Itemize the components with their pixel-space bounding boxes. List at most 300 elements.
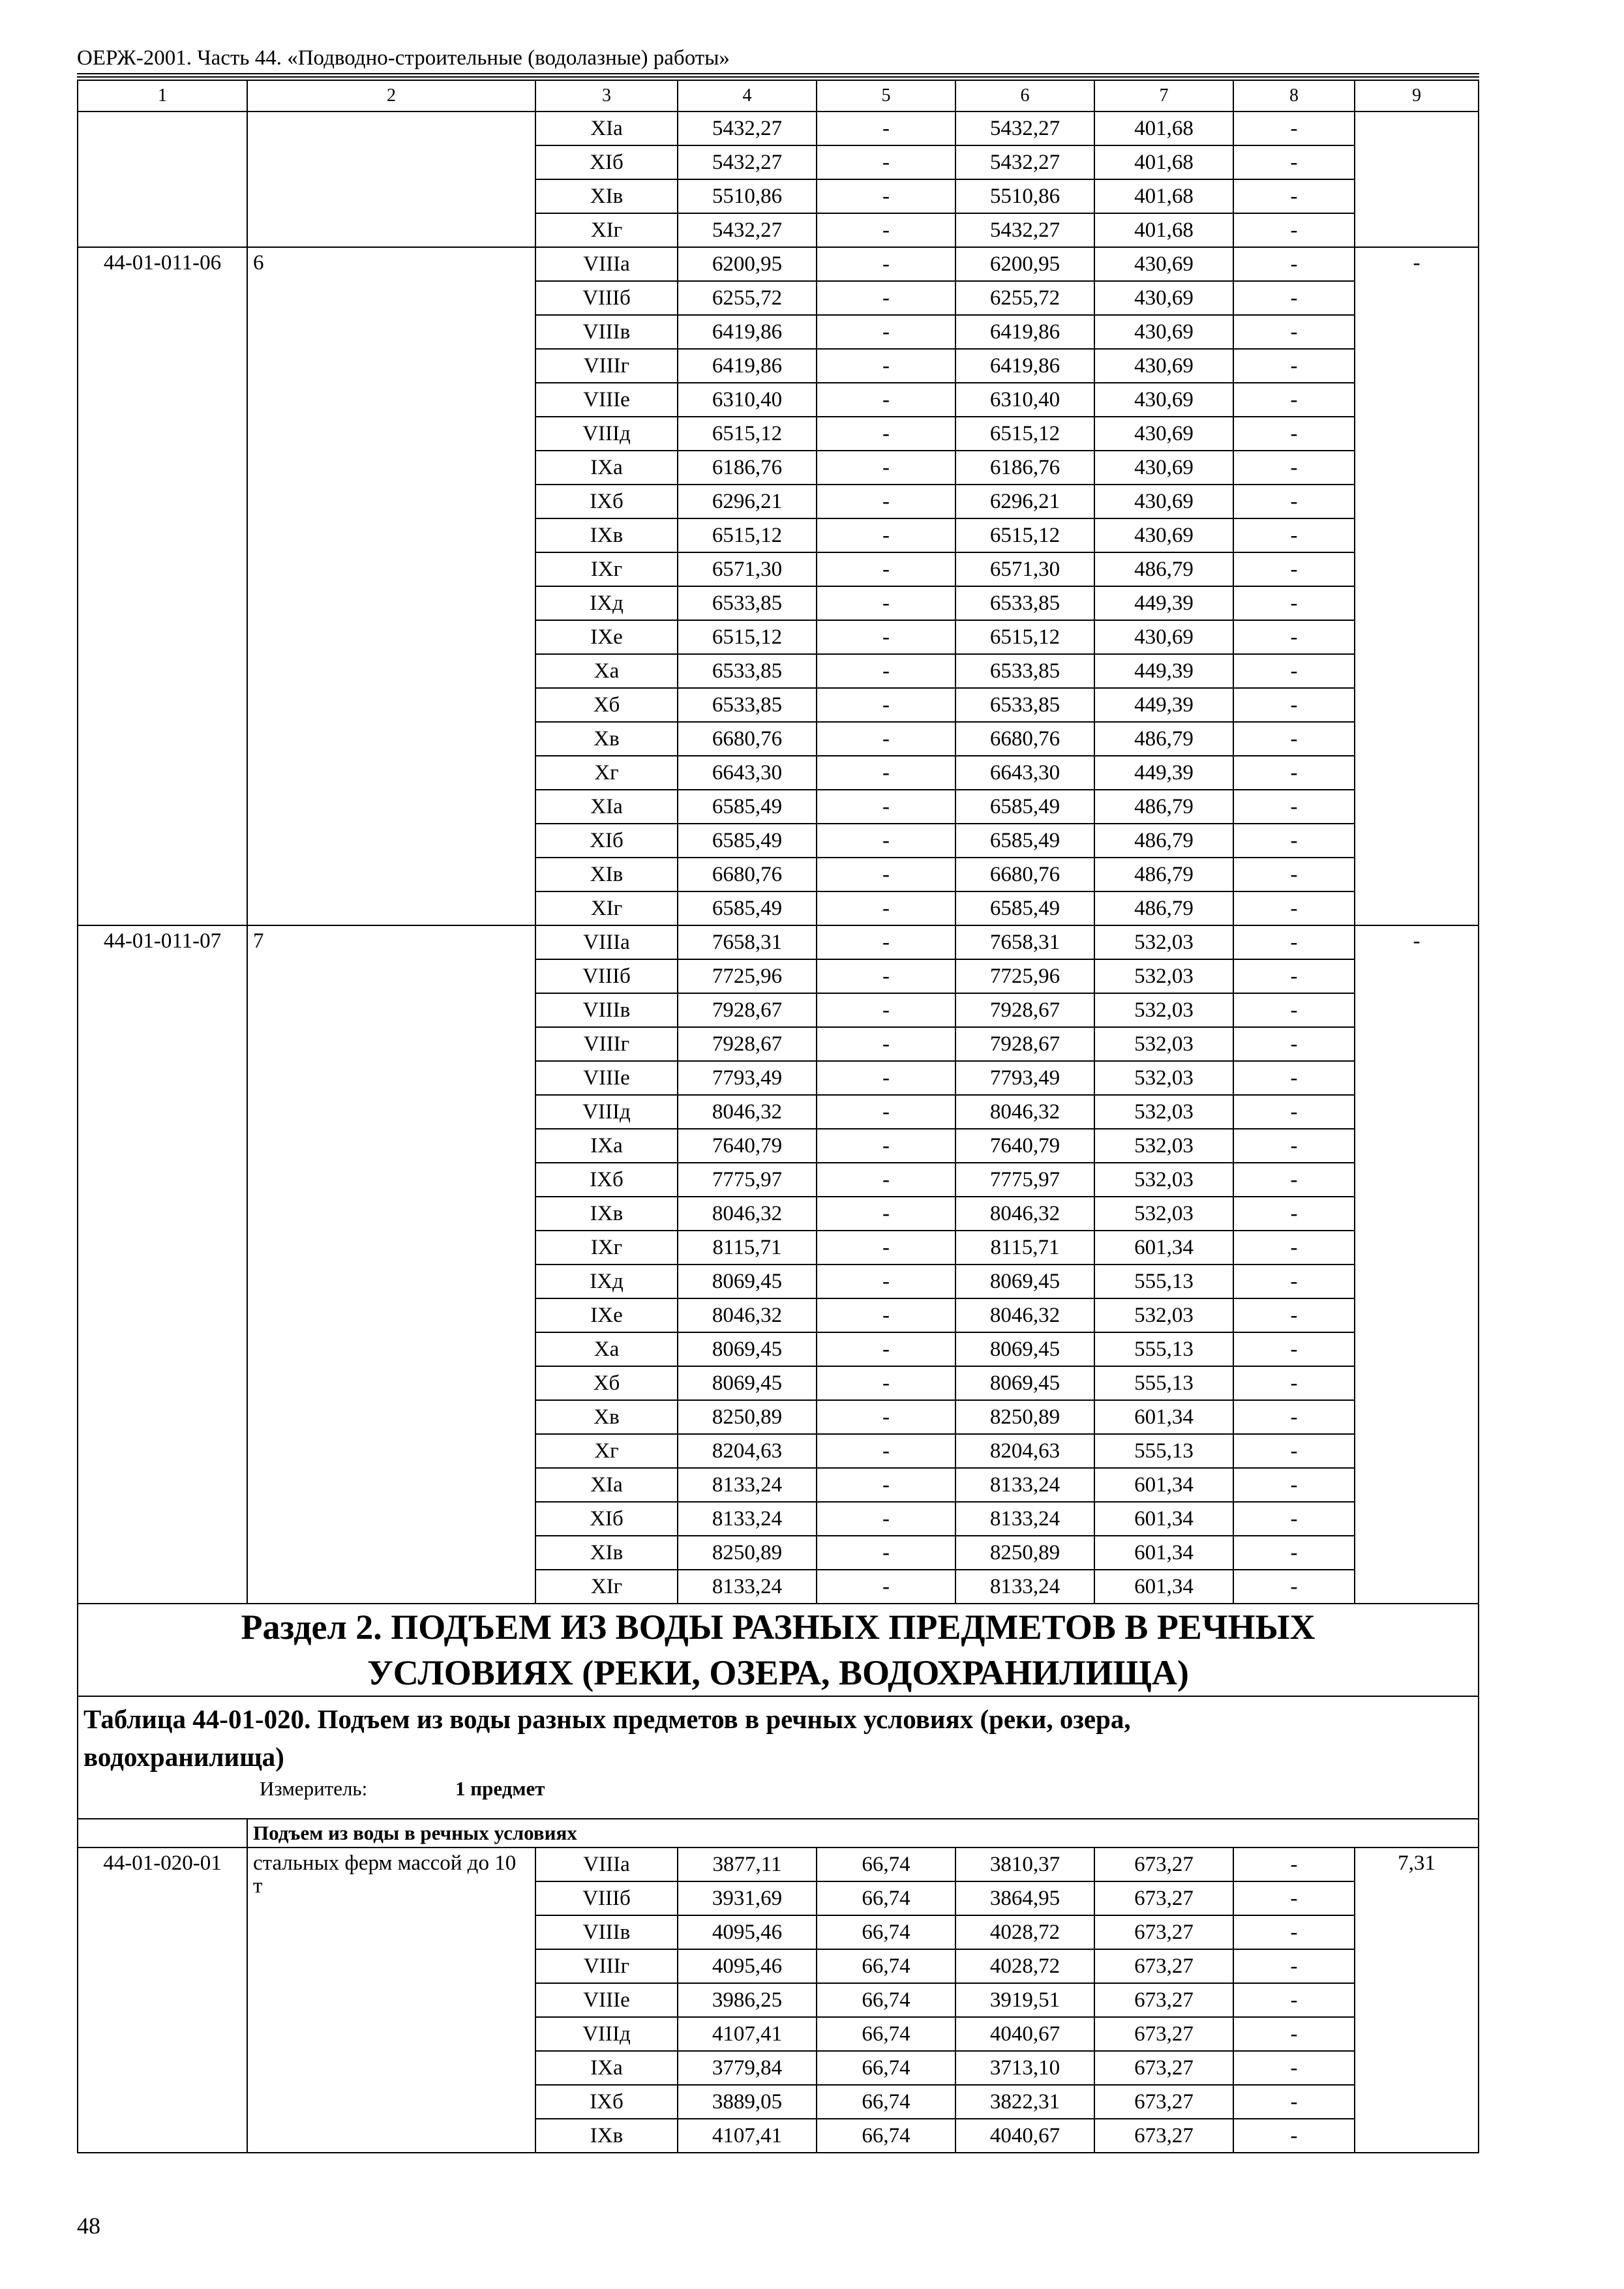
zone-code: IXг [535,1231,678,1264]
zone-code: XIг [535,213,678,247]
wages-cost: - [817,1468,955,1502]
zone-code: Xа [535,654,678,688]
rate-description [247,112,535,247]
materials-cost: - [1233,1915,1355,1949]
total-cost: 6585,49 [678,891,817,925]
zone-code: VIIIе [535,1061,678,1095]
machine-cost: 4028,72 [955,1949,1094,1983]
materials-cost: - [1233,654,1355,688]
zone-code: VIIIв [535,1915,678,1949]
wages-cost: 66,74 [817,2017,955,2051]
materials-cost: - [1233,858,1355,891]
total-cost: 3931,69 [678,1881,817,1915]
machine-cost: 8069,45 [955,1332,1094,1366]
wages-cost: - [817,1332,955,1366]
zone-code: IXа [535,1129,678,1163]
incl-machinist-wages: 673,27 [1094,1915,1233,1949]
total-cost: 8069,45 [678,1264,817,1298]
zone-code: XIв [535,858,678,891]
machine-cost: 8133,24 [955,1468,1094,1502]
machine-cost: 7793,49 [955,1061,1094,1095]
rate-code: 44-01-011-07 [78,925,247,1604]
total-cost: 4107,41 [678,2119,817,2153]
column-number: 2 [247,80,535,112]
incl-machinist-wages: 555,13 [1094,1434,1233,1468]
zone-code: IXб [535,1163,678,1197]
total-cost: 6200,95 [678,247,817,281]
zone-code: XIа [535,1468,678,1502]
wages-cost: - [817,518,955,552]
total-cost: 6515,12 [678,518,817,552]
zone-code: VIIIг [535,349,678,383]
total-cost: 7928,67 [678,993,817,1027]
total-cost: 5432,27 [678,145,817,179]
incl-machinist-wages: 430,69 [1094,451,1233,485]
incl-machinist-wages: 532,03 [1094,1095,1233,1129]
materials-cost: - [1233,1264,1355,1298]
materials-cost: - [1233,1400,1355,1434]
total-cost: 8069,45 [678,1366,817,1400]
wages-cost: - [817,993,955,1027]
incl-machinist-wages: 532,03 [1094,1027,1233,1061]
materials-cost: - [1233,552,1355,586]
incl-machinist-wages: 532,03 [1094,993,1233,1027]
zone-code: XIа [535,790,678,824]
table-title-line: водохранилища) [83,1741,284,1772]
incl-machinist-wages: 673,27 [1094,2119,1233,2153]
materials-cost: - [1233,993,1355,1027]
column-number: 1 [78,80,247,112]
incl-machinist-wages: 449,39 [1094,586,1233,620]
total-cost: 4107,41 [678,2017,817,2051]
wages-cost: - [817,1129,955,1163]
incl-machinist-wages: 673,27 [1094,1983,1233,2017]
column-number: 6 [955,80,1094,112]
materials-cost: - [1233,1468,1355,1502]
total-cost: 6419,86 [678,315,817,349]
machine-cost: 6419,86 [955,315,1094,349]
zone-code: VIIIа [535,1848,678,1881]
labor-cost: 7,31 [1355,1848,1479,2153]
wages-cost: - [817,417,955,451]
machine-cost: 6419,86 [955,349,1094,383]
wages-cost: - [817,145,955,179]
materials-cost: - [1233,1983,1355,2017]
total-cost: 3889,05 [678,2085,817,2119]
table-row [78,1848,1479,1881]
materials-cost: - [1233,1536,1355,1570]
zone-code: Xв [535,1400,678,1434]
incl-machinist-wages: 673,27 [1094,1881,1233,1915]
wages-cost: 66,74 [817,1915,955,1949]
page-number: 48 [77,2213,100,2239]
materials-cost: - [1233,518,1355,552]
total-cost: 6186,76 [678,451,817,485]
zone-code: Xб [535,1366,678,1400]
zone-code: IXд [535,586,678,620]
zone-code: VIIIд [535,2017,678,2051]
wages-cost: 66,74 [817,1848,955,1881]
wages-cost: 66,74 [817,1949,955,1983]
machine-cost: 4028,72 [955,1915,1094,1949]
total-cost: 7928,67 [678,1027,817,1061]
wages-cost: 66,74 [817,2085,955,2119]
zone-code: IXд [535,1264,678,1298]
total-cost: 8046,32 [678,1197,817,1231]
materials-cost: - [1233,2085,1355,2119]
machine-cost: 5432,27 [955,112,1094,145]
total-cost: 6643,30 [678,756,817,790]
total-cost: 6571,30 [678,552,817,586]
rate-code [78,112,247,247]
incl-machinist-wages: 601,34 [1094,1400,1233,1434]
zone-code: Xг [535,1434,678,1468]
total-cost: 6296,21 [678,485,817,518]
zone-code: VIIIб [535,281,678,315]
total-cost: 8133,24 [678,1502,817,1536]
incl-machinist-wages: 486,79 [1094,891,1233,925]
total-cost: 8250,89 [678,1400,817,1434]
materials-cost: - [1233,213,1355,247]
materials-cost: - [1233,1163,1355,1197]
zone-code: Xб [535,688,678,722]
zone-code: Xв [535,722,678,756]
materials-cost: - [1233,1881,1355,1915]
materials-cost: - [1233,790,1355,824]
incl-machinist-wages: 486,79 [1094,552,1233,586]
zone-code: VIIIа [535,247,678,281]
incl-machinist-wages: 555,13 [1094,1264,1233,1298]
total-cost: 6515,12 [678,417,817,451]
wages-cost: - [817,1027,955,1061]
wages-cost: - [817,1231,955,1264]
materials-cost: - [1233,2051,1355,2085]
zone-code: IXв [535,518,678,552]
materials-cost: - [1233,1095,1355,1129]
section-heading-line: Раздел 2. ПОДЪЕМ ИЗ ВОДЫ РАЗНЫХ ПРЕДМЕТОВ В РЕЧНЫХ [241,1608,1316,1647]
total-cost: 5432,27 [678,112,817,145]
machine-cost: 8046,32 [955,1298,1094,1332]
total-cost: 8069,45 [678,1332,817,1366]
materials-cost: - [1233,349,1355,383]
incl-machinist-wages: 555,13 [1094,1332,1233,1366]
column-number: 7 [1094,80,1233,112]
machine-cost: 8250,89 [955,1536,1094,1570]
total-cost: 6533,85 [678,688,817,722]
wages-cost: - [817,349,955,383]
wages-cost: - [817,790,955,824]
materials-cost: - [1233,1502,1355,1536]
machine-cost: 5510,86 [955,179,1094,213]
total-cost: 3986,25 [678,1983,817,2017]
materials-cost: - [1233,1332,1355,1366]
wages-cost: - [817,722,955,756]
machine-cost: 3822,31 [955,2085,1094,2119]
wages-cost: - [817,756,955,790]
incl-machinist-wages: 555,13 [1094,1366,1233,1400]
section-heading [78,1604,1479,1696]
total-cost: 7725,96 [678,959,817,993]
incl-machinist-wages: 449,39 [1094,654,1233,688]
column-number: 3 [535,80,678,112]
labor-cost: - [1355,247,1479,925]
incl-machinist-wages: 601,34 [1094,1502,1233,1536]
machine-cost: 6533,85 [955,654,1094,688]
materials-cost: - [1233,383,1355,417]
wages-cost: - [817,315,955,349]
incl-machinist-wages: 430,69 [1094,315,1233,349]
wages-cost: - [817,1095,955,1129]
incl-machinist-wages: 532,03 [1094,1163,1233,1197]
zone-code: VIIIа [535,925,678,959]
zone-code: VIIIб [535,959,678,993]
wages-cost: - [817,179,955,213]
machine-cost: 6643,30 [955,756,1094,790]
total-cost: 8133,24 [678,1468,817,1502]
zone-code: IXг [535,552,678,586]
total-cost: 8204,63 [678,1434,817,1468]
zone-code: VIIIв [535,993,678,1027]
materials-cost: - [1233,959,1355,993]
machine-cost: 6533,85 [955,688,1094,722]
machine-cost: 8046,32 [955,1197,1094,1231]
total-cost: 5432,27 [678,213,817,247]
table-title-row [78,1696,1479,1819]
incl-machinist-wages: 401,68 [1094,179,1233,213]
total-cost: 6533,85 [678,586,817,620]
wages-cost: - [817,1298,955,1332]
incl-machinist-wages: 430,69 [1094,518,1233,552]
header-rule-top [77,73,1479,74]
wages-cost: - [817,281,955,315]
table-row [78,925,1479,959]
incl-machinist-wages: 532,03 [1094,925,1233,959]
table-row [78,112,1479,145]
incl-machinist-wages: 673,27 [1094,2085,1233,2119]
rate-code: 44-01-011-06 [78,247,247,925]
machine-cost: 6296,21 [955,485,1094,518]
wages-cost: - [817,891,955,925]
total-cost: 6680,76 [678,858,817,891]
total-cost: 8046,32 [678,1095,817,1129]
total-cost: 7775,97 [678,1163,817,1197]
materials-cost: - [1233,620,1355,654]
total-cost: 5510,86 [678,179,817,213]
labor-cost: - [1355,925,1479,1604]
machine-cost: 6585,49 [955,824,1094,858]
machine-cost: 4040,67 [955,2017,1094,2051]
materials-cost: - [1233,756,1355,790]
zone-code: XIб [535,824,678,858]
incl-machinist-wages: 430,69 [1094,485,1233,518]
rate-description: стальных ферм массой до 10 т [247,1848,535,2153]
wages-cost: - [817,688,955,722]
zone-code: IXа [535,451,678,485]
zone-code: XIа [535,112,678,145]
header-rule-bottom [77,76,1479,78]
machine-cost: 7725,96 [955,959,1094,993]
zone-code: XIб [535,145,678,179]
wages-cost: - [817,1502,955,1536]
materials-cost: - [1233,688,1355,722]
machine-cost: 6515,12 [955,518,1094,552]
incl-machinist-wages: 486,79 [1094,858,1233,891]
rate-code: 44-01-020-01 [78,1848,247,2153]
subheading-row [78,1819,1479,1848]
zone-code: IXб [535,485,678,518]
materials-cost: - [1233,112,1355,145]
incl-machinist-wages: 430,69 [1094,417,1233,451]
materials-cost: - [1233,1061,1355,1095]
rates-table-body [78,80,1479,2153]
machine-cost: 8046,32 [955,1095,1094,1129]
incl-machinist-wages: 430,69 [1094,247,1233,281]
wages-cost: - [817,1264,955,1298]
incl-machinist-wages: 532,03 [1094,1129,1233,1163]
incl-machinist-wages: 601,34 [1094,1570,1233,1604]
materials-cost: - [1233,1434,1355,1468]
materials-cost: - [1233,1949,1355,1983]
incl-machinist-wages: 532,03 [1094,1298,1233,1332]
machine-cost: 8133,24 [955,1502,1094,1536]
zone-code: IXв [535,2119,678,2153]
machine-cost: 8133,24 [955,1570,1094,1604]
total-cost: 4095,46 [678,1915,817,1949]
materials-cost: - [1233,145,1355,179]
materials-cost: - [1233,1197,1355,1231]
machine-cost: 7928,67 [955,1027,1094,1061]
machine-cost: 7658,31 [955,925,1094,959]
table-title-cell [78,1696,1479,1819]
machine-cost: 7775,97 [955,1163,1094,1197]
wages-cost: 66,74 [817,1881,955,1915]
machine-cost: 6585,49 [955,790,1094,824]
wages-cost: - [817,1400,955,1434]
table-title [83,1701,1473,1776]
materials-cost: - [1233,1231,1355,1264]
materials-cost: - [1233,281,1355,315]
wages-cost: - [817,451,955,485]
zone-code: Xг [535,756,678,790]
total-cost: 6585,49 [678,824,817,858]
zone-code: XIв [535,179,678,213]
machine-cost: 6680,76 [955,858,1094,891]
incl-machinist-wages: 430,69 [1094,281,1233,315]
subheading: Подъем из воды в речных условиях [247,1819,1479,1848]
total-cost: 8250,89 [678,1536,817,1570]
materials-cost: - [1233,1027,1355,1061]
incl-machinist-wages: 601,34 [1094,1231,1233,1264]
zone-code: XIб [535,1502,678,1536]
zone-code: IXе [535,620,678,654]
incl-machinist-wages: 532,03 [1094,1061,1233,1095]
materials-cost: - [1233,179,1355,213]
total-cost: 6680,76 [678,722,817,756]
incl-machinist-wages: 449,39 [1094,688,1233,722]
incl-machinist-wages: 401,68 [1094,145,1233,179]
materials-cost: - [1233,722,1355,756]
zone-code: IXе [535,1298,678,1332]
rate-description: 7 [247,925,535,1604]
wages-cost: 66,74 [817,2119,955,2153]
machine-cost: 8069,45 [955,1264,1094,1298]
machine-cost: 6585,49 [955,891,1094,925]
incl-machinist-wages: 430,69 [1094,349,1233,383]
rate-description: 6 [247,247,535,925]
zone-code: VIIIе [535,1983,678,2017]
total-cost: 6310,40 [678,383,817,417]
incl-machinist-wages: 430,69 [1094,383,1233,417]
total-cost: 4095,46 [678,1949,817,1983]
materials-cost: - [1233,1298,1355,1332]
zone-code: XIв [535,1536,678,1570]
total-cost: 7640,79 [678,1129,817,1163]
materials-cost: - [1233,2119,1355,2153]
incl-machinist-wages: 673,27 [1094,1848,1233,1881]
wages-cost: - [817,1163,955,1197]
materials-cost: - [1233,2017,1355,2051]
wages-cost: - [817,959,955,993]
machine-cost: 3864,95 [955,1881,1094,1915]
zone-code: VIIIд [535,417,678,451]
machine-cost: 8250,89 [955,1400,1094,1434]
incl-machinist-wages: 486,79 [1094,722,1233,756]
incl-machinist-wages: 532,03 [1094,959,1233,993]
wages-cost: - [817,925,955,959]
total-cost: 6585,49 [678,790,817,824]
materials-cost: - [1233,891,1355,925]
zone-code: IXб [535,2085,678,2119]
wages-cost: - [817,654,955,688]
machine-cost: 7640,79 [955,1129,1094,1163]
wages-cost: - [817,586,955,620]
wages-cost: - [817,112,955,145]
incl-machinist-wages: 486,79 [1094,790,1233,824]
materials-cost: - [1233,824,1355,858]
zone-code: VIIIг [535,1027,678,1061]
wages-cost: - [817,552,955,586]
zone-code: IXв [535,1197,678,1231]
zone-code: VIIIд [535,1095,678,1129]
wages-cost: 66,74 [817,2051,955,2085]
materials-cost: - [1233,315,1355,349]
wages-cost: 66,74 [817,1983,955,2017]
zone-code: XIг [535,891,678,925]
wages-cost: - [817,1061,955,1095]
wages-cost: - [817,1434,955,1468]
total-cost: 6419,86 [678,349,817,383]
total-cost: 8115,71 [678,1231,817,1264]
incl-machinist-wages: 601,34 [1094,1536,1233,1570]
wages-cost: - [817,824,955,858]
machine-cost: 6200,95 [955,247,1094,281]
wages-cost: - [817,858,955,891]
incl-machinist-wages: 673,27 [1094,2017,1233,2051]
zone-code: VIIIг [535,1949,678,1983]
zone-code: IXа [535,2051,678,2085]
column-number: 5 [817,80,955,112]
materials-cost: - [1233,1848,1355,1881]
machine-cost: 6255,72 [955,281,1094,315]
wages-cost: - [817,1366,955,1400]
zone-code: XIг [535,1570,678,1604]
wages-cost: - [817,383,955,417]
total-cost: 7658,31 [678,925,817,959]
zone-code: VIIIв [535,315,678,349]
measurement-unit [83,1778,1473,1800]
incl-machinist-wages: 673,27 [1094,1949,1233,1983]
section-heading-line: УСЛОВИЯХ (РЕКИ, ОЗЕРА, ВОДОХРАНИЛИЩА) [367,1653,1189,1693]
